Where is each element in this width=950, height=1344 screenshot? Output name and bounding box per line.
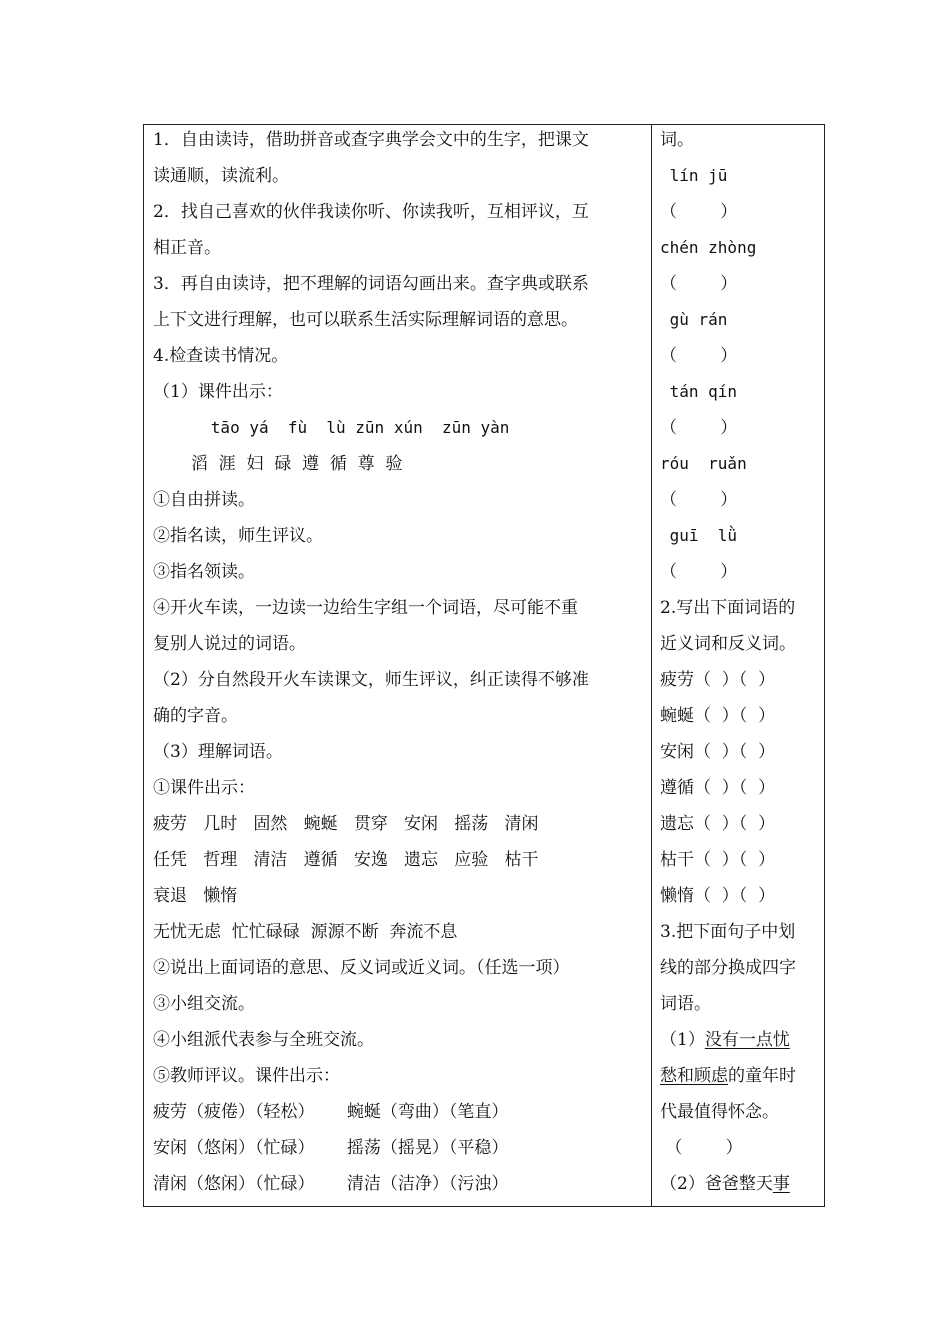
question-2-text: （2）爸爸整天 (660, 1174, 773, 1194)
text-line: （1）课件出示： (153, 382, 283, 402)
word-list-line: 疲劳 几时 固然 蜿蜒 贯穿 安闲 摇荡 清闲 (153, 814, 539, 834)
question-2-line (660, 1166, 818, 1202)
answer-blank: （ ） (660, 346, 738, 366)
text-line: 词语。 (660, 994, 711, 1014)
question-1-line (660, 1022, 818, 1058)
text-line: ①课件出示： (153, 778, 255, 798)
pinyin-line: róu ruǎn (660, 454, 747, 473)
answer-line: 安闲（悠闲）（忙碌） 摇荡（摇晃）（平稳） (153, 1138, 509, 1158)
text-line: ②指名读，师生评议。 (153, 526, 323, 546)
idiom-list-line: 无忧无虑 忙忙碌碌 源源不断 奔流不息 (153, 922, 458, 942)
pinyin-line: gù rán (660, 310, 728, 329)
word-exercise-line: 遵循（ ）（ ） (660, 778, 776, 798)
text-line: 1．自由读诗，借助拼音或查字典学会文中的生字，把课文 (153, 130, 589, 150)
question-1-line (660, 1058, 818, 1094)
underlined-phrase: 没有一点忧 (704, 1030, 790, 1050)
word-exercise-line: 安闲（ ）（ ） (660, 742, 776, 762)
text-line: ①自由拼读。 (153, 490, 255, 510)
text-line: 确的字音。 (153, 706, 238, 726)
text-line: 4.检查读书情况。 (153, 346, 289, 366)
underlined-phrase: 愁和顾虑 (660, 1066, 728, 1086)
text-line: （3）理解词语。 (153, 742, 283, 762)
pinyin-line: tāo yá fù lù zūn xún zūn yàn (153, 418, 510, 437)
text-line: 3．再自由读诗，把不理解的词语勾画出来。查字典或联系 (153, 274, 589, 294)
text-line: 近义词和反义词。 (660, 634, 796, 654)
answer-blank: （ ） (660, 418, 738, 438)
text-line: 复别人说过的词语。 (153, 634, 306, 654)
text-line: ④小组派代表参与全班交流。 (153, 1030, 374, 1050)
question-1-prefix: （1） (660, 1030, 705, 1050)
answer-blank: （ ） (660, 562, 738, 582)
underlined-phrase: 事 (772, 1174, 790, 1194)
word-exercise-line: 懒惰（ ）（ ） (660, 886, 776, 906)
text-line: ⑤教师评议。课件出示： (153, 1066, 340, 1086)
answer-blank: （ ） (660, 1138, 743, 1158)
answer-blank: （ ） (660, 490, 738, 510)
word-exercise-line: 蜿蜒（ ）（ ） (660, 706, 776, 726)
text-line: 词。 (660, 130, 694, 150)
answer-blank: （ ） (660, 274, 738, 294)
characters-line: 滔 涯 妇 碌 遵 循 尊 验 (153, 454, 403, 474)
lesson-table (143, 124, 825, 1207)
pinyin-line: lín jū (660, 166, 728, 185)
answer-line: 疲劳（疲倦）（轻松） 蜿蜒（弯曲）（笔直） (153, 1102, 509, 1122)
text-line: 上下文进行理解，也可以联系生活实际理解词语的意思。 (153, 310, 578, 330)
text-line: 读通顺，读流利。 (153, 166, 289, 186)
word-list-line: 衰退 懒惰 (153, 886, 238, 906)
question-1-text: 的童年时 (728, 1066, 796, 1086)
text-line: ③小组交流。 (153, 994, 255, 1014)
text-line: 线的部分换成四字 (660, 958, 796, 978)
text-line: 3.把下面句子中划 (660, 922, 796, 942)
text-line: （2）分自然段开火车读课文，师生评议，纠正读得不够准 (153, 670, 589, 690)
question-1-line: 代最值得怀念。 (660, 1102, 779, 1122)
pinyin-line: tán qín (660, 382, 738, 401)
exercise-column (652, 125, 824, 1202)
text-line: 2．找自己喜欢的伙伴我读你听、你读我听，互相评议，互 (153, 202, 589, 222)
pinyin-line: chén zhòng (660, 238, 757, 257)
word-list-line: 任凭 哲理 清洁 遵循 安逸 遗忘 应验 枯干 (153, 850, 539, 870)
text-line: 2.写出下面词语的 (660, 598, 796, 618)
word-exercise-line: 枯干（ ）（ ） (660, 850, 776, 870)
word-exercise-line: 遗忘（ ）（ ） (660, 814, 776, 834)
word-exercise-line: 疲劳（ ）（ ） (660, 670, 776, 690)
answer-line: 清闲（悠闲）（忙碌） 清洁（洁净）（污浊） (153, 1174, 509, 1194)
teaching-steps-column (144, 125, 650, 1202)
text-line: ③指名领读。 (153, 562, 255, 582)
answer-blank: （ ） (660, 202, 738, 222)
text-line: ②说出上面词语的意思、反义词或近义词。（任选一项） (153, 958, 570, 978)
pinyin-line: guī lǜ (660, 526, 738, 545)
text-line: ④开火车读，一边读一边给生字组一个词语，尽可能不重 (153, 598, 578, 618)
text-line: 相正音。 (153, 238, 221, 258)
